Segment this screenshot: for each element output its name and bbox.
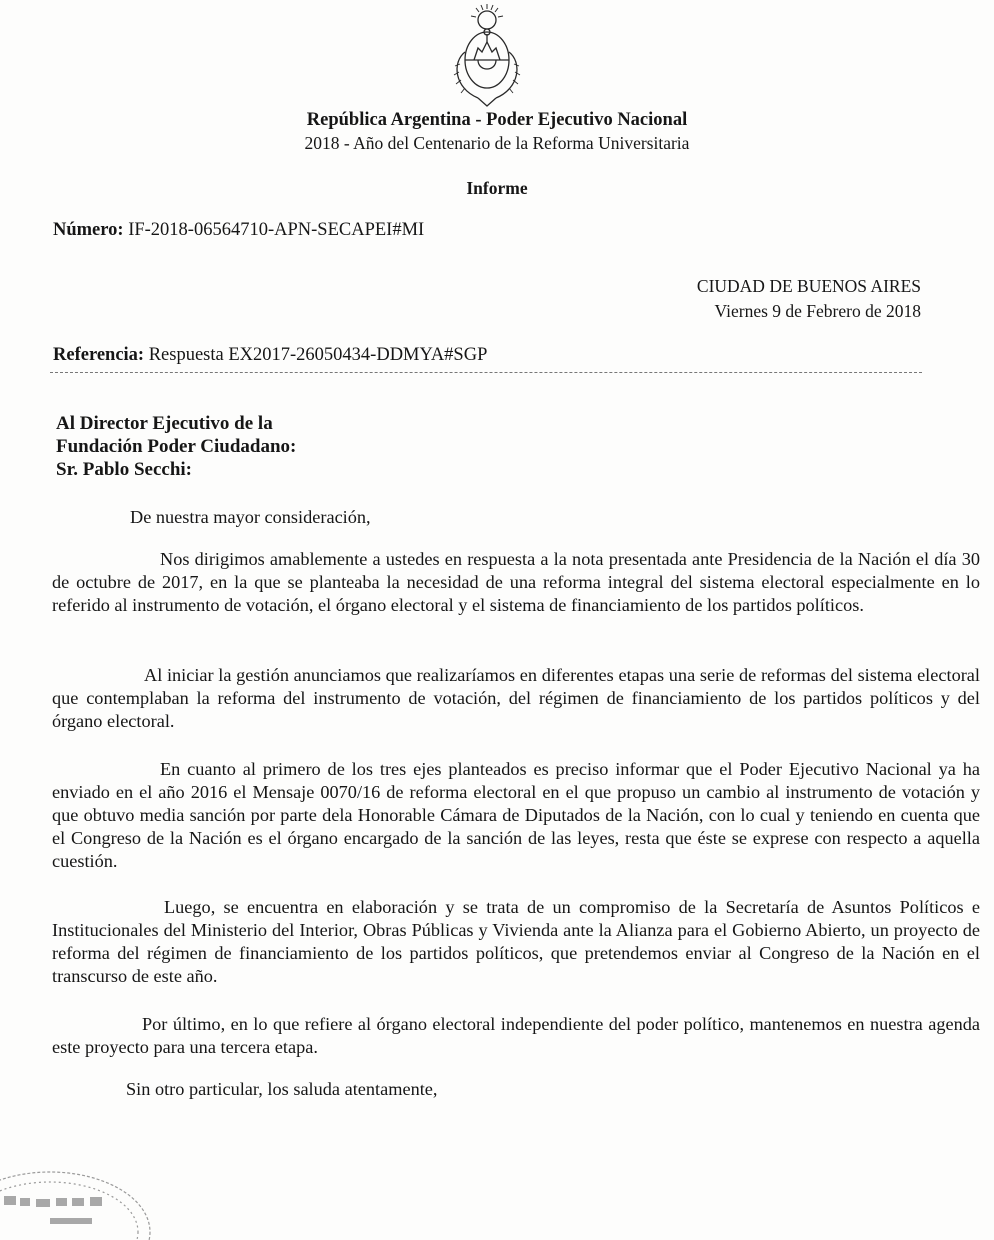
reference-label: Referencia: bbox=[53, 345, 145, 365]
document-type: Informe bbox=[466, 178, 528, 198]
reference-value: Respuesta EX2017-26050434-DDMYA#SGP bbox=[148, 345, 488, 365]
city: CIUDAD DE BUENOS AIRES bbox=[696, 276, 921, 296]
body-paragraph-4: Luego, se encuentra en elaboración y se trata de un compromiso de la Secretaría de Asuntos Políticos e Institucionales del Ministerio del Interior, Obras Públicas y Vivienda ante la Alianza para el Gobierno Abierto, un proyecto de reforma del régimen de financiamiento de los partidos políticos, que pretendemos enviar al Congreso de la Nación en el transcurso de este año. bbox=[52, 897, 980, 986]
document-number bbox=[53, 220, 424, 241]
addressee-block bbox=[56, 412, 296, 481]
date: Viernes 9 de Febrero de 2018 bbox=[714, 301, 921, 321]
body-paragraph-3: En cuanto al primero de los tres ejes planteados es preciso informar que el Poder Ejecutivo Nacional ya ha enviado en el año 2016 el Mensaje 0070/16 de reforma electoral en el que propuso un cambio al instrumento de votación y que obtuvo media sanción por parte dela Honorable Cámara de Diputados de la Nación, con lo cual y teniendo en cuenta que el Congreso de la Nación es el órgano encargado de la sanción de las leyes, resta que éste se exprese con respecto a aquella cuestión. bbox=[52, 759, 980, 871]
issuer-title: República Argentina - Poder Ejecutivo Nacional bbox=[306, 110, 688, 130]
stamp-icon bbox=[0, 1160, 160, 1240]
place-date bbox=[697, 274, 921, 324]
body-paragraph-5: Por último, en lo que refiere al órgano electoral independiente del poder político, mantenemos en nuestra agenda este proyecto para una tercera etapa. bbox=[52, 1014, 980, 1057]
addressee-line: Sr. Pablo Secchi: bbox=[56, 459, 192, 480]
document-number-value: IF-2018-06564710-APN-SECAPEI#MI bbox=[128, 220, 425, 240]
addressee-line: Al Director Ejecutivo de la bbox=[56, 413, 273, 434]
divider bbox=[50, 372, 922, 373]
greeting: De nuestra mayor consideración, bbox=[130, 507, 371, 527]
body-paragraph-2: Al iniciar la gestión anunciamos que realizaríamos en diferentes etapas una serie de reformas del sistema electoral que contemplaban la reforma del instrumento de votación, del régimen de financiamiento de los partidos políticos y del órgano electoral. bbox=[52, 665, 980, 731]
body-paragraph-1: Nos dirigimos amablemente a ustedes en respuesta a la nota presentada ante Presidencia de la Nación el día 30 de octubre de 2017, en la que se planteaba la necesidad de una reforma integral del sistema electoral especialmente en lo referido al instrumento de votación, el órgano electoral y el sistema de financiamiento de los partidos políticos. bbox=[52, 549, 980, 615]
addressee-line: Fundación Poder Ciudadano: bbox=[56, 436, 297, 457]
reference bbox=[53, 345, 487, 366]
coat-of-arms-icon bbox=[448, 2, 526, 112]
year-motto: 2018 - Año del Centenario de la Reforma Universitaria bbox=[304, 133, 690, 153]
document-number-label: Número: bbox=[53, 220, 124, 240]
closing: Sin otro particular, los saluda atentamente, bbox=[126, 1079, 438, 1099]
